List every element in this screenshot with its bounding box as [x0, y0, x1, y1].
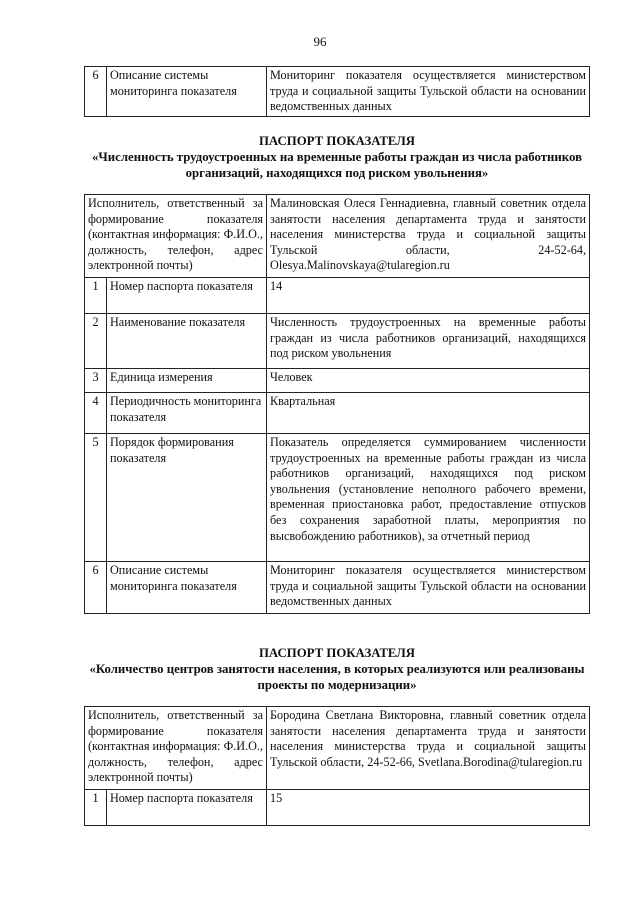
passport1-title: ПАСПОРТ ПОКАЗАТЕЛЯ — [258, 134, 416, 148]
row-value: Мониторинг показателя осуществляется министерством труда и социальной защиты Тульской области на основании ведомственных данных — [267, 562, 590, 614]
row-label: Порядок формирования показателя — [107, 434, 267, 562]
row-label: Номер паспорта показателя — [107, 278, 267, 314]
table-row — [85, 369, 590, 393]
table-row — [85, 790, 590, 826]
table-row — [85, 314, 590, 369]
row-value: Численность трудоустроенных на временные работы граждан из числа работников организаций, находящихся под риском увольнения — [267, 314, 590, 369]
row-label: Номер паспорта показателя — [107, 790, 267, 826]
passport1-subtitle: «Численность трудоустроенных на временные работы граждан из числа работников организаций, находящихся под риском увольнения» — [92, 150, 582, 180]
passport2-header — [84, 645, 590, 693]
row-value: Квартальная — [267, 393, 590, 434]
row-number: 6 — [85, 562, 107, 614]
passport1-table — [84, 194, 590, 614]
executor-value: Бородина Светлана Викторовна, главный советник отдела занятости населения департамента труда и занятости населения министерства труда и социальной защиты Тульской области, 24-52-66, Svetlana.Borodina@tularegion.ru — [267, 707, 590, 790]
row-number: 3 — [85, 369, 107, 393]
executor-value: Малиновская Олеся Геннадиевна, главный советник отдела занятости населения департамента труда и занятости населения министерства труда и социальной защиты Тульской области, 24-52-64, Olesya.Malinovskaya@tularegion.ru — [267, 195, 590, 278]
table-row — [85, 562, 590, 614]
passport2-title: ПАСПОРТ ПОКАЗАТЕЛЯ — [258, 646, 416, 660]
page-number: 96 — [313, 34, 327, 49]
table-row — [85, 67, 590, 117]
table-row — [85, 434, 590, 562]
row-label: Периодичность мониторинга показателя — [107, 393, 267, 434]
row-number: 1 — [85, 790, 107, 826]
row-label: Наименование показателя — [107, 314, 267, 369]
row-number: 5 — [85, 434, 107, 562]
row-label: Описание системы мониторинга показателя — [107, 67, 267, 117]
row-value: 15 — [267, 790, 590, 826]
row-label: Единица измерения — [107, 369, 267, 393]
row-value: 14 — [267, 278, 590, 314]
passport2-table — [84, 706, 590, 826]
row-value: Мониторинг показателя осуществляется министерством труда и социальной защиты Тульской области на основании ведомственных данных — [267, 67, 590, 117]
top-table — [84, 66, 590, 117]
table-row — [85, 195, 590, 278]
passport2-subtitle: «Количество центров занятости населения, в которых реализуются или реализованы проекты по модернизации» — [89, 662, 585, 692]
table-row — [85, 707, 590, 790]
row-number: 6 — [85, 67, 107, 117]
executor-label: Исполнитель, ответственный за формирование показателя (контактная информация: Ф.И.О., должность, телефон, адрес электронной почты) — [85, 707, 267, 790]
row-value: Человек — [267, 369, 590, 393]
executor-label: Исполнитель, ответственный за формирование показателя (контактная информация: Ф.И.О., должность, телефон, адрес электронной почты) — [85, 195, 267, 278]
row-number: 4 — [85, 393, 107, 434]
row-number: 1 — [85, 278, 107, 314]
table-row — [85, 278, 590, 314]
row-value: Показатель определяется суммированием численности трудоустроенных на временные работы граждан из числа работников организаций, находящихся под риском увольнения (установление неполного рабочего времени, временная приостановка работ, предоставление отпусков без сохранения заработной платы, мероприятия по высвобождению работников), за отчетный период — [267, 434, 590, 562]
table-row — [85, 393, 590, 434]
row-number: 2 — [85, 314, 107, 369]
row-label: Описание системы мониторинга показателя — [107, 562, 267, 614]
passport1-header — [84, 133, 590, 181]
